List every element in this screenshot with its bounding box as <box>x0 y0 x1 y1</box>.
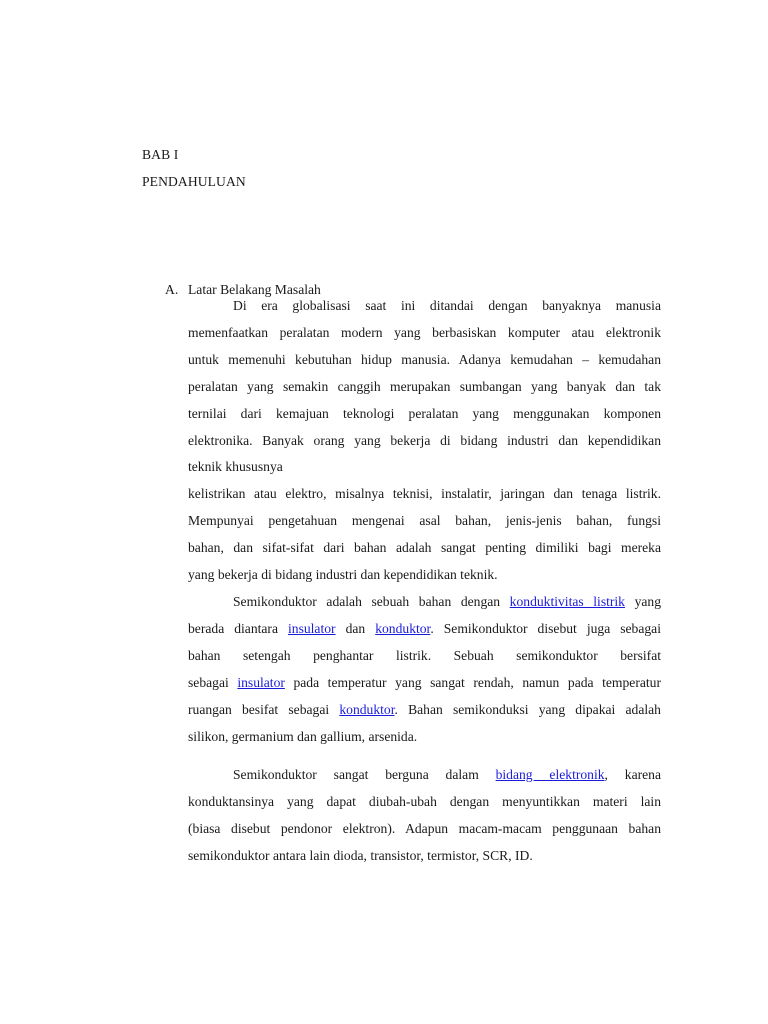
text-line: bahan, dan sifat-sifat dari bahan adalah sangat penting dimiliki bagi mereka <box>188 539 661 555</box>
section-title: Latar Belakang Masalah <box>188 282 321 297</box>
text-line <box>188 762 661 789</box>
section-marker: A. <box>165 282 179 297</box>
text-line: kelistrikan atau elektro, misalnya teknisi, instalatir, jaringan dan tenaga listrik. <box>188 486 661 501</box>
text-line <box>188 589 661 616</box>
text-line: memenfaatkan peralatan modern yang berbasiskan komputer atau elektronik <box>188 324 661 340</box>
text-line: peralatan yang semakin canggih merupakan sumbangan yang banyak dan tak <box>188 378 661 394</box>
paragraph-2 <box>188 481 661 589</box>
text-run: berada diantara <box>188 620 288 636</box>
text-run: . Semikonduktor disebut juga sebagai <box>430 620 661 636</box>
chapter-label: BAB I <box>142 147 179 162</box>
text-run: yang <box>624 594 661 609</box>
text-run: pada temperatur yang sangat rendah, namun pada temperatur <box>284 674 661 690</box>
text-run: dan <box>335 620 376 636</box>
link-konduktor[interactable]: konduktor <box>339 701 395 717</box>
text-line: teknik khususnya <box>188 459 283 475</box>
text-run: Semikonduktor sangat berguna dalam <box>233 767 496 782</box>
link-insulator[interactable]: insulator <box>237 674 285 690</box>
text-line: ternilai dari kemajuan teknologi peralatan yang menggunakan komponen <box>188 405 661 421</box>
text-line: bahan setengah penghantar listrik. Sebuah semikonduktor bersifat <box>188 647 661 663</box>
text-line <box>188 697 661 724</box>
link-konduktivitas-listrik[interactable]: konduktivitas listrik <box>509 594 625 609</box>
text-run: , karena <box>604 767 661 782</box>
text-run: . Bahan semikonduksi yang dipakai adalah <box>394 701 661 717</box>
link-konduktor[interactable]: konduktor <box>375 620 431 636</box>
text-line: yang bekerja di bidang industri dan kependidikan teknik. <box>188 566 498 582</box>
text-line <box>188 670 661 697</box>
link-insulator[interactable]: insulator <box>288 620 336 636</box>
text-run: sebagai <box>188 674 238 690</box>
paragraph-4 <box>188 762 661 870</box>
text-line: Mempunyai pengetahuan mengenai asal bahan, jenis-jenis bahan, fungsi <box>188 512 661 528</box>
text-line: konduktansinya yang dapat diubah-ubah dengan menyuntikkan materi lain <box>188 793 661 809</box>
text-run: ruangan besifat sebagai <box>188 701 340 717</box>
paragraph-3 <box>188 589 661 750</box>
text-line: silikon, germanium dan gallium, arsenida. <box>188 728 418 744</box>
text-line <box>188 616 661 643</box>
text-line: (biasa disebut pendonor elektron). Adapun macam-macam penggunaan bahan <box>188 820 661 836</box>
text-line: semikonduktor antara lain dioda, transistor, termistor, SCR, ID. <box>188 847 533 863</box>
text-run: Semikonduktor adalah sebuah bahan dengan <box>233 594 510 609</box>
text-line: untuk memenuhi kebutuhan hidup manusia. Adanya kemudahan – kemudahan <box>188 351 661 367</box>
text-line: Di era globalisasi saat ini ditandai dengan banyaknya manusia <box>233 298 661 313</box>
paragraph-1 <box>188 293 661 481</box>
link-bidang-elektronik[interactable]: bidang elektronik <box>495 767 605 782</box>
chapter-title: PENDAHULUAN <box>142 174 246 189</box>
text-line: elektronika. Banyak orang yang bekerja di bidang industri dan kependidikan <box>188 432 661 448</box>
